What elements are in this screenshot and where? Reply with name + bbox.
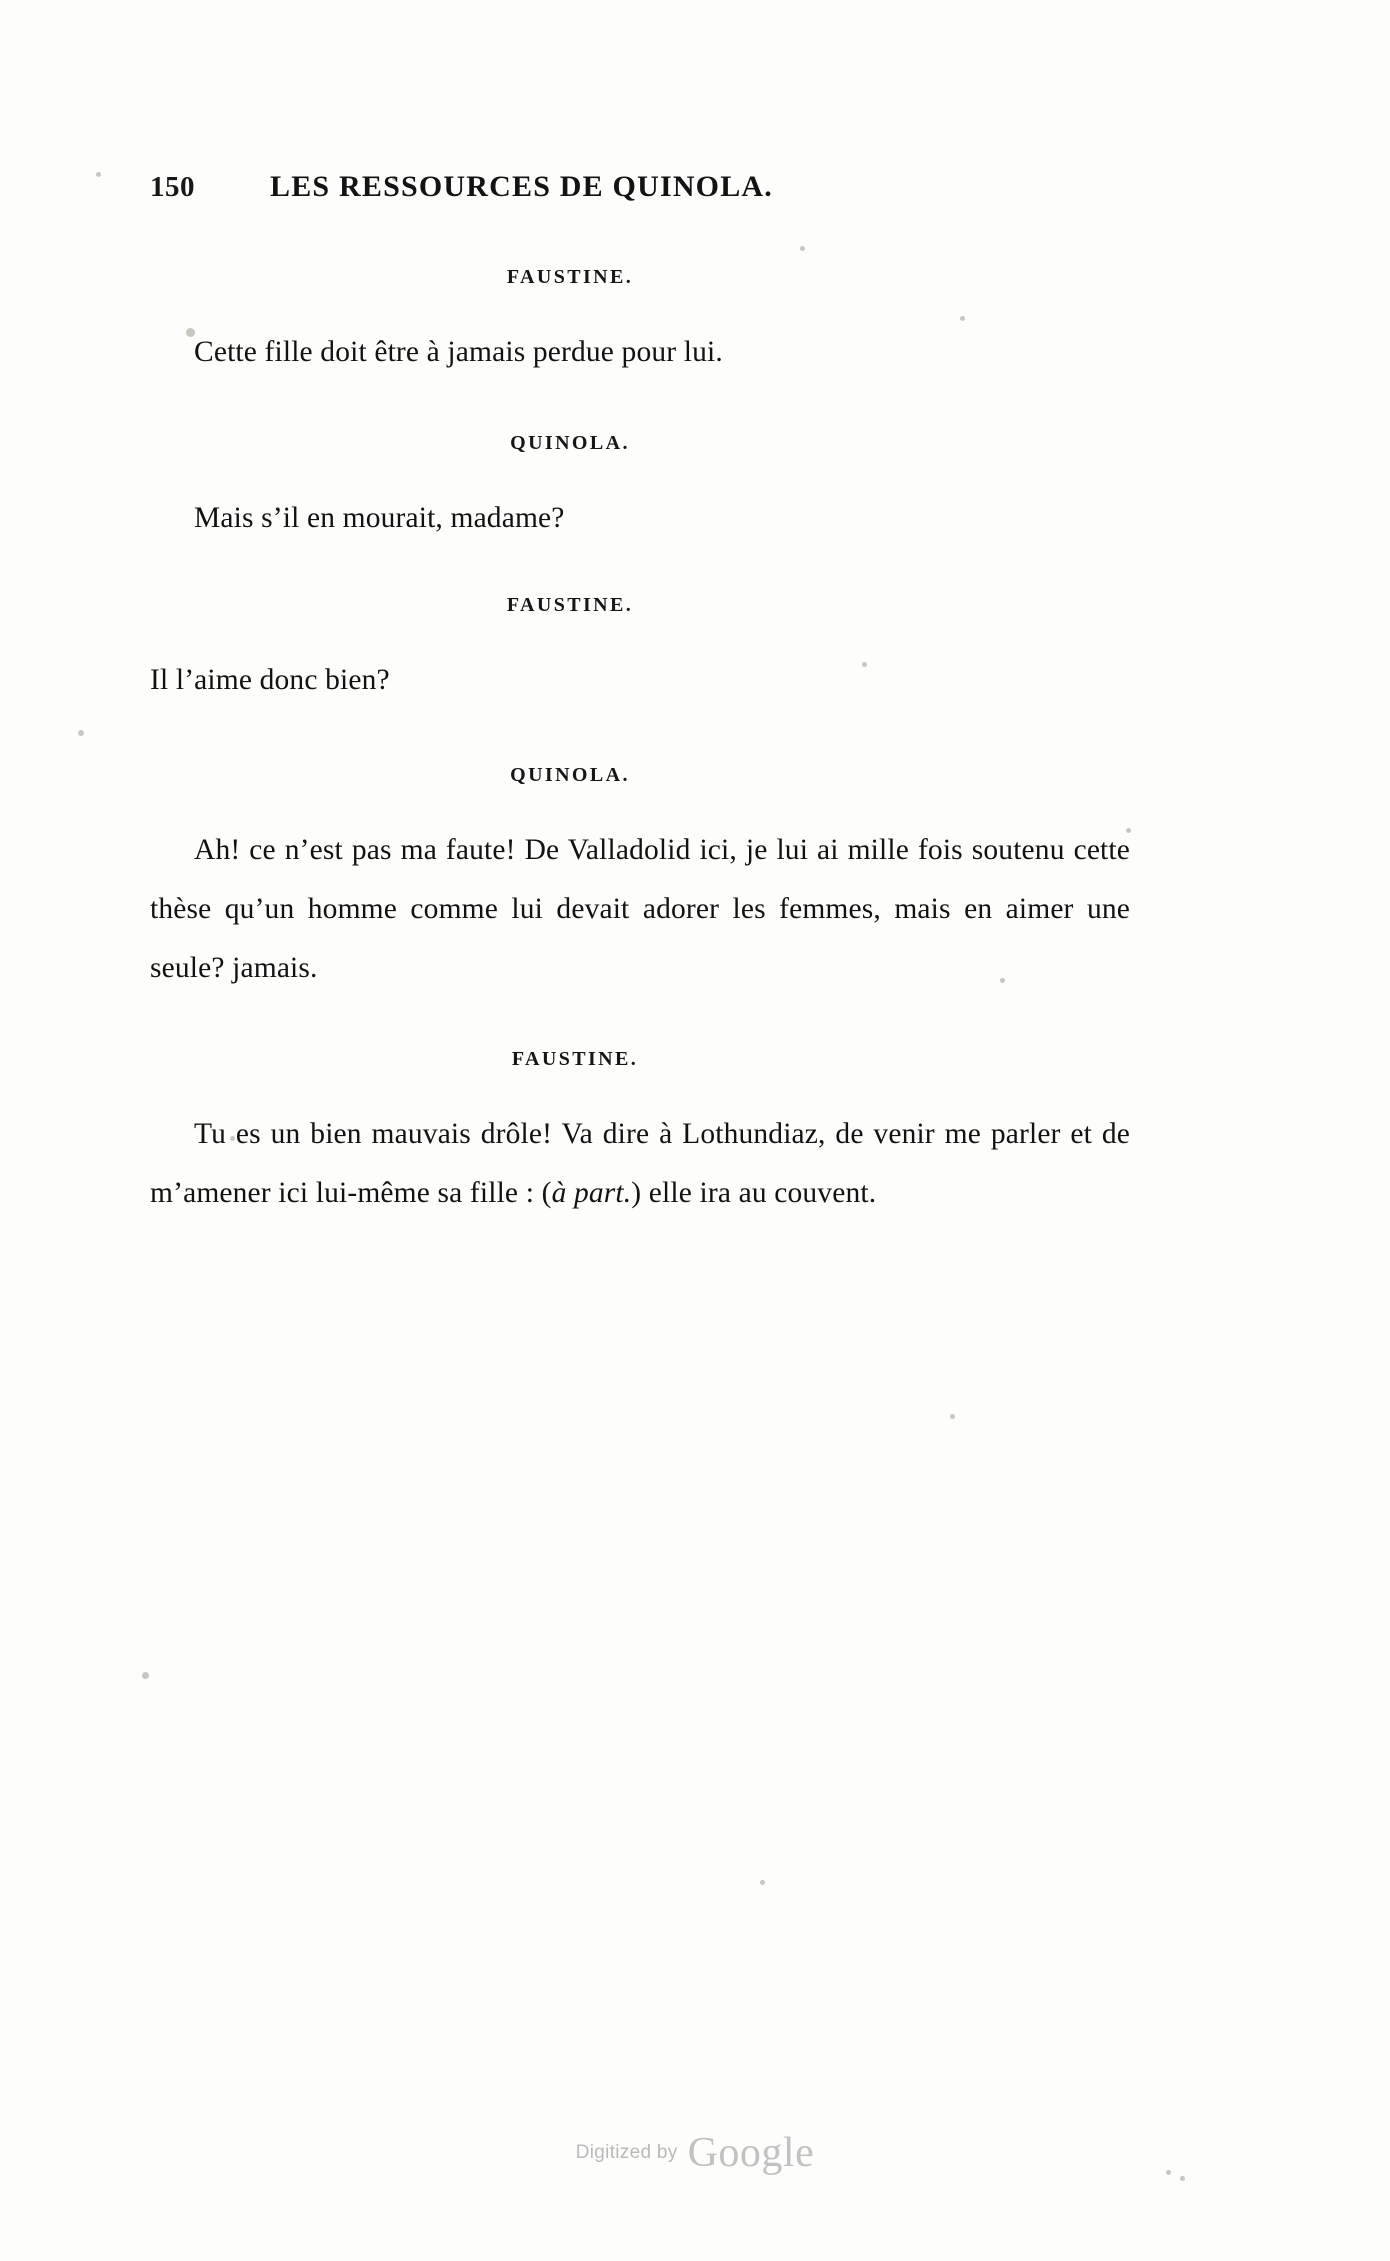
speech-text: Ah! ce n’est pas ma faute! De Valladolid ici, je lui ai mille fois soutenu cette thèse qu’un homme comme lui devait adorer les femmes, mais en aimer une seule? jamais. xyxy=(150,834,1130,984)
stage-direction: à part. xyxy=(551,1177,632,1209)
digitization-footer xyxy=(0,2129,1390,2177)
speaker-name: FAUSTINE. xyxy=(506,266,634,288)
page-number: 150 xyxy=(150,171,195,203)
speech-text: Il l’aime donc bien? xyxy=(150,664,390,696)
speech-text: Tu es un bien mauvais drôle! Va dire à Lothundiaz, de venir me parler et de m’amener ici lui-même sa fille : ( xyxy=(150,1118,1130,1209)
speaker-name: FAUSTINE. xyxy=(506,594,634,616)
speech-text: Mais s’il en mourait, madame? xyxy=(194,502,565,534)
scan-speck xyxy=(142,1672,149,1679)
scan-speck xyxy=(950,1414,955,1419)
speaker-name: QUINOLA. xyxy=(510,764,630,786)
speech-paragraph xyxy=(150,489,1110,548)
speech-text-after: ) elle ira au couvent. xyxy=(631,1177,877,1209)
speech-text: Cette fille doit être à jamais perdue pour lui. xyxy=(194,336,723,368)
scan-speck xyxy=(78,730,84,736)
speech-paragraph xyxy=(150,1105,1130,1223)
speech-paragraph xyxy=(150,651,1110,710)
speaker-name: FAUSTINE. xyxy=(511,1048,639,1070)
speaker-name: QUINOLA. xyxy=(510,432,630,454)
scan-speck xyxy=(760,1880,765,1885)
running-title: LES RESSOURCES DE QUINOLA. xyxy=(270,170,773,203)
page-content xyxy=(150,170,1150,1263)
page-header xyxy=(150,170,1150,204)
speech-paragraph xyxy=(150,821,1130,998)
google-wordmark: Google xyxy=(687,2130,815,2176)
digitized-by-label: Digitized by xyxy=(575,2142,678,2163)
scan-speck xyxy=(96,172,101,177)
speech-paragraph xyxy=(150,323,1110,382)
